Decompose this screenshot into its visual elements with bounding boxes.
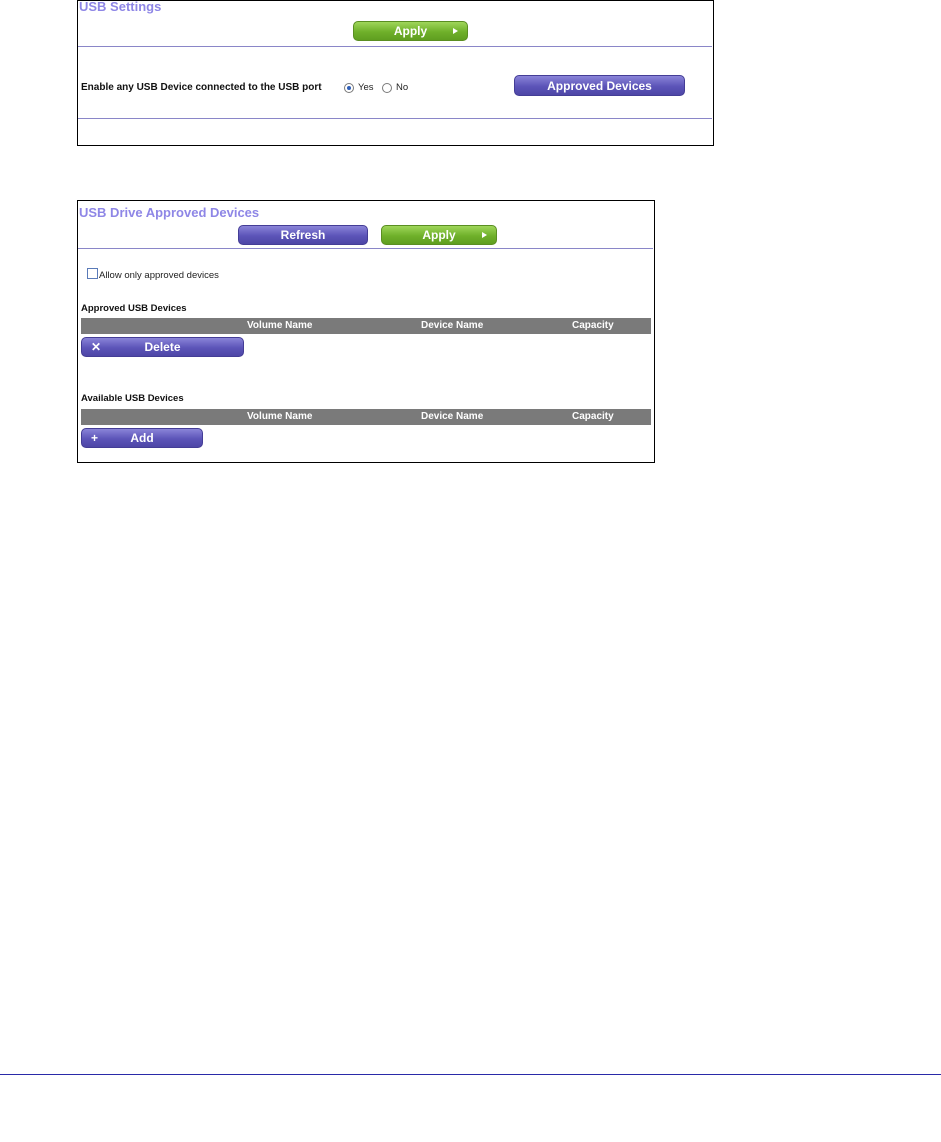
- approved-devices-title: USB Drive Approved Devices: [79, 205, 260, 220]
- close-icon: ✕: [91, 340, 102, 354]
- play-arrow-icon: [482, 232, 487, 238]
- radio-no-label: No: [396, 82, 409, 93]
- available-section-label: Available USB Devices: [81, 393, 184, 404]
- refresh-button-label: Refresh: [280, 228, 326, 242]
- radio-yes[interactable]: [344, 83, 354, 93]
- column-volume-name: Volume Name: [247, 411, 313, 422]
- radio-no[interactable]: [382, 83, 392, 93]
- approved-devices-button-label: Approved Devices: [547, 78, 652, 93]
- footer-divider: [78, 118, 712, 119]
- apply-button-label: Apply: [422, 228, 456, 242]
- enable-usb-label: Enable any USB Device connected to the USB port: [81, 82, 322, 93]
- approved-section-label: Approved USB Devices: [81, 303, 187, 314]
- available-table-header: [81, 409, 651, 425]
- add-button-label: Add: [130, 431, 154, 445]
- delete-button[interactable]: [81, 337, 244, 357]
- approved-devices-panel: [77, 200, 655, 463]
- page-footer-rule: [0, 1074, 941, 1075]
- plus-icon: +: [91, 431, 99, 445]
- column-device-name: Device Name: [421, 320, 484, 331]
- add-button[interactable]: [81, 428, 203, 448]
- delete-button-label: Delete: [144, 340, 181, 354]
- column-capacity: Capacity: [572, 411, 614, 422]
- apply-button-label: Apply: [393, 24, 428, 38]
- column-capacity: Capacity: [572, 320, 614, 331]
- header-divider: [78, 248, 653, 249]
- allow-only-label: Allow only approved devices: [99, 270, 219, 281]
- column-device-name: Device Name: [421, 411, 484, 422]
- approved-apply-button[interactable]: [381, 225, 497, 245]
- radio-yes-label: Yes: [358, 82, 374, 93]
- column-volume-name: Volume Name: [247, 320, 313, 331]
- approved-devices-button[interactable]: [514, 75, 685, 96]
- usb-settings-title: USB Settings: [79, 0, 162, 14]
- approved-table-header: [81, 318, 651, 334]
- usb-settings-apply-button[interactable]: [353, 21, 468, 41]
- header-divider: [78, 46, 712, 47]
- refresh-button[interactable]: [238, 225, 368, 245]
- allow-only-checkbox[interactable]: [87, 268, 98, 279]
- usb-settings-panel: [77, 0, 714, 146]
- play-arrow-icon: [453, 28, 458, 34]
